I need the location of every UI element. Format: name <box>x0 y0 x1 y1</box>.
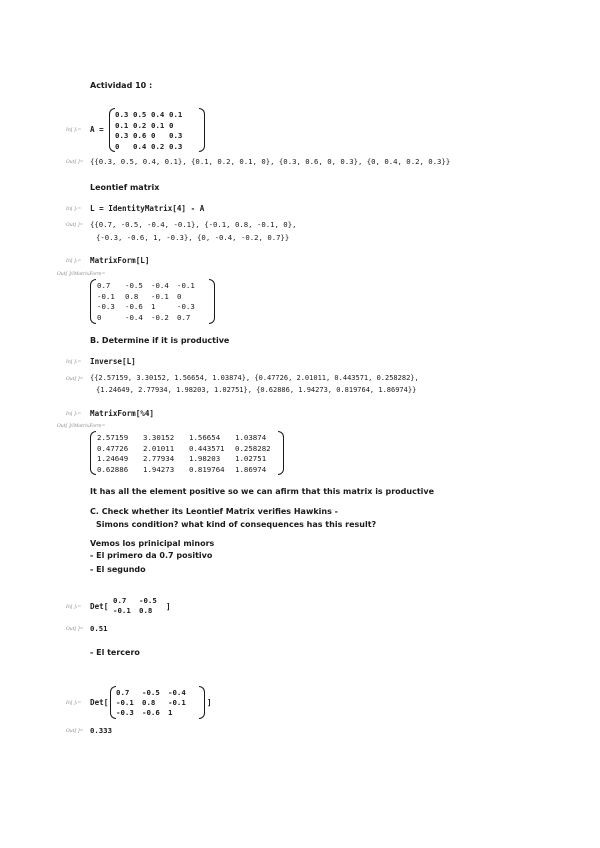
matrix-cell: -0.4 <box>168 688 186 697</box>
matrix-cell: 0.2 <box>133 120 147 130</box>
matrix-l-output <box>97 281 199 322</box>
matrix-cell: 0.4 <box>151 110 165 119</box>
heading-c-line2: Simons condition? what kind of consequences has this result? <box>96 520 377 529</box>
matrixform-output-label: Out[ ]//MatrixForm= <box>57 424 106 429</box>
matrix-inverse-output <box>97 433 275 474</box>
productive-conclusion: It has all the element positive so we can afirm that this matrix is productive <box>90 487 435 496</box>
input-label: In[ ]:= <box>66 412 82 417</box>
matrix-cell: 0.3 <box>169 141 183 151</box>
matrix-cell: 0.7 <box>116 688 130 697</box>
matrix-cell: 1 <box>151 302 156 311</box>
matrix-cell: 0.3 <box>115 110 129 119</box>
matrix-cell: 2.57159 <box>97 433 129 442</box>
matrix-cell: -0.1 <box>113 606 131 615</box>
input-label: In[ ]:= <box>66 128 82 133</box>
matrix-cell: 0 <box>115 141 120 151</box>
matrix-cell: -0.6 <box>125 302 143 311</box>
det2-suffix: ] <box>166 602 171 611</box>
input-label: In[ ]:= <box>66 605 82 610</box>
matrix-cell: 0.7 <box>97 281 111 290</box>
matrix-cell: -0.1 <box>177 281 195 290</box>
det3-right-paren <box>199 686 205 719</box>
matrix-cell: 3.30152 <box>143 433 175 442</box>
cell-a-output: {{0.3, 0.5, 0.4, 0.1}, {0.1, 0.2, 0.1, 0}, {0.3, 0.6, 0, 0.3}, {0, 0.4, 0.2, 0.3}} <box>90 157 451 166</box>
matrix-l-left-paren <box>90 279 96 324</box>
matrix-cell: -0.3 <box>116 708 134 717</box>
matrix-cell: 0.8 <box>139 606 153 615</box>
matrix-cell: -0.2 <box>151 312 169 322</box>
matrix-cell: 0 <box>169 120 174 130</box>
matrix-cell: 0.1 <box>115 120 129 130</box>
notebook-title: Actividad 10 : <box>90 81 153 90</box>
input-label: In[ ]:= <box>66 259 82 264</box>
matrix-cell: 0 <box>177 291 182 301</box>
minors-intro: Vemos los prinicipal minors <box>90 539 215 548</box>
matrix-cell: -0.1 <box>151 291 169 301</box>
matrix-cell: 2.77934 <box>143 454 175 463</box>
matrix-cell: 1.86974 <box>235 464 267 474</box>
matrix-cell: 0.443571 <box>189 443 225 453</box>
heading-b: B. Determine if it is productive <box>90 336 230 345</box>
matrix-cell: 0.7 <box>177 312 191 322</box>
matrix-cell: -0.5 <box>142 688 160 697</box>
matrixform-output-label: Out[ ]//MatrixForm= <box>57 272 106 277</box>
matrix-cell: -0.3 <box>97 302 115 311</box>
output-label: Out[ ]= <box>66 627 84 632</box>
matrix-cell: -0.3 <box>177 302 195 311</box>
matrix-cell: 1.02751 <box>235 454 267 463</box>
det3-prefix[interactable]: Det[ <box>90 698 109 707</box>
cell-inverse-input[interactable]: Inverse[L] <box>90 357 136 366</box>
det2-output: 0.51 <box>90 624 108 633</box>
cell-inverse-output-line1: {{2.57159, 3.30152, 1.56654, 1.03874}, {0.47726, 2.01011, 0.443571, 0.258282}, <box>90 374 419 382</box>
minor-second: - El segundo <box>90 565 146 574</box>
cell-a-input-prefix[interactable]: A = <box>90 125 104 134</box>
det2-prefix[interactable]: Det[ <box>90 602 109 611</box>
matrix-cell: 0.7 <box>113 596 127 605</box>
matrix-cell: 0.8 <box>142 698 156 707</box>
output-label: Out[ ]= <box>66 377 84 382</box>
cell-l-output-line2: {-0.3, -0.6, 1, -0.3}, {0, -0.4, -0.2, 0.7}} <box>96 233 290 242</box>
matrix-cell: 1.03874 <box>235 433 267 442</box>
cell-l-input[interactable]: L = IdentityMatrix[4] - A <box>90 204 205 213</box>
matrix-cell: -0.5 <box>139 596 157 605</box>
matrix-cell: 0.3 <box>169 131 183 140</box>
matrix-cell: -0.1 <box>116 698 134 707</box>
output-label: Out[ ]= <box>66 223 84 228</box>
matrix-inverse-left-paren <box>90 431 96 475</box>
matrix-cell: 0 <box>97 312 102 322</box>
matrix-cell: 0.258282 <box>235 443 271 453</box>
output-label: Out[ ]= <box>66 160 84 165</box>
cell-matrixform-4-input[interactable]: MatrixForm[%4] <box>90 409 155 418</box>
matrix-cell: 1.94273 <box>143 464 175 474</box>
matrix-cell: 1.24649 <box>97 454 129 463</box>
matrix-cell: -0.4 <box>125 312 143 322</box>
matrix-cell: 0.819764 <box>189 464 225 474</box>
det3-output: 0.333 <box>90 726 112 735</box>
matrix-cell: 0.3 <box>115 131 129 140</box>
minor-third: - El tercero <box>90 648 140 657</box>
cell-matrixform-l-input[interactable]: MatrixForm[L] <box>90 256 150 265</box>
matrix-cell: 0.47726 <box>97 443 129 453</box>
matrix-cell: 2.01011 <box>143 443 175 453</box>
matrix-inverse-right-paren <box>278 431 284 475</box>
heading-c-line1: C. Check whether its Leontief Matrix verifies Hawkins - <box>90 507 338 516</box>
matrix-cell: 0 <box>151 131 156 140</box>
input-label: In[ ]:= <box>66 701 82 706</box>
input-label: In[ ]:= <box>66 360 82 365</box>
minor-first: - El primero da 0.7 positivo <box>90 551 213 560</box>
matrix-cell: -0.1 <box>97 291 115 301</box>
matrix-cell: -0.5 <box>125 281 143 290</box>
input-label: In[ ]:= <box>66 207 82 212</box>
matrix-cell: -0.1 <box>168 698 186 707</box>
cell-l-output-line1: {{0.7, -0.5, -0.4, -0.1}, {-0.1, 0.8, -0.1, 0}, <box>90 220 297 229</box>
matrix-cell: 1.98203 <box>189 454 221 463</box>
det3-matrix[interactable] <box>116 688 190 717</box>
det2-matrix[interactable] <box>113 596 161 615</box>
leontief-heading: Leontief matrix <box>90 183 160 192</box>
matrix-a-input[interactable] <box>115 110 183 151</box>
matrix-cell: -0.6 <box>142 708 160 717</box>
matrix-cell: 0.8 <box>125 291 139 301</box>
matrix-cell: 0.1 <box>151 120 165 130</box>
output-label: Out[ ]= <box>66 729 84 734</box>
matrix-cell: 0.62886 <box>97 464 129 474</box>
matrix-cell: 0.1 <box>169 110 183 119</box>
matrix-cell: -0.4 <box>151 281 169 290</box>
det3-suffix: ] <box>207 698 212 707</box>
matrix-a-right-paren <box>199 108 205 152</box>
cell-inverse-output-line2: {1.24649, 2.77934, 1.98203, 1.02751}, {0.62886, 1.94273, 0.819764, 1.86974}} <box>96 386 417 394</box>
matrix-cell: 0.4 <box>133 141 147 151</box>
matrix-cell: 0.6 <box>133 131 147 140</box>
matrix-cell: 0.5 <box>133 110 147 119</box>
matrix-l-right-paren <box>209 279 215 324</box>
matrix-cell: 1.56654 <box>189 433 221 442</box>
matrix-cell: 1 <box>168 708 173 717</box>
matrix-cell: 0.2 <box>151 141 165 151</box>
